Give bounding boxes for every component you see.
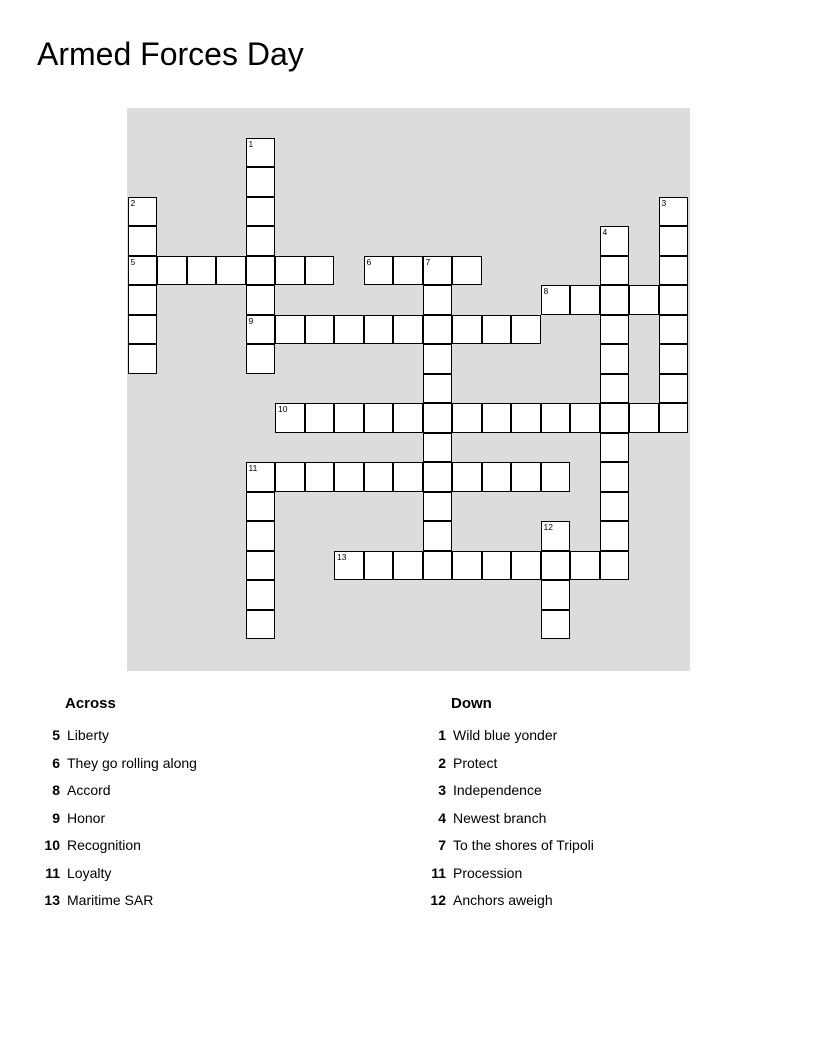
crossword-grid xyxy=(127,108,690,671)
grid-cell[interactable] xyxy=(423,492,453,522)
grid-cell[interactable] xyxy=(305,462,335,492)
grid-cell[interactable] xyxy=(511,403,541,433)
grid-cell[interactable] xyxy=(541,580,571,610)
clue-text: Accord xyxy=(67,782,111,798)
clue-number-label: 10 xyxy=(44,837,60,853)
grid-cell[interactable] xyxy=(423,521,453,551)
grid-cell[interactable] xyxy=(393,315,423,345)
grid-cell[interactable] xyxy=(423,433,453,463)
grid-cell[interactable] xyxy=(511,551,541,581)
grid-cell[interactable] xyxy=(246,492,276,522)
grid-cell[interactable] xyxy=(364,462,394,492)
clue-text: Wild blue yonder xyxy=(453,727,558,743)
grid-cell[interactable] xyxy=(364,315,394,345)
clue-text: Maritime SAR xyxy=(67,892,154,908)
grid-cell[interactable] xyxy=(659,197,689,227)
clue-number: 13 xyxy=(337,551,347,562)
clue-number-label: 12 xyxy=(430,892,446,908)
clue-number-label: 11 xyxy=(45,864,60,881)
grid-cell[interactable] xyxy=(600,403,630,433)
across-clue xyxy=(30,863,390,883)
grid-cell[interactable] xyxy=(600,433,630,463)
clue-text: Liberty xyxy=(67,727,110,743)
grid-cell[interactable] xyxy=(334,551,364,581)
across-clue xyxy=(30,890,390,910)
grid-cell[interactable] xyxy=(305,403,335,433)
grid-cell[interactable] xyxy=(541,610,571,640)
grid-cell[interactable] xyxy=(275,315,305,345)
grid-cell[interactable] xyxy=(128,256,158,286)
grid-cell[interactable] xyxy=(600,256,630,286)
down-clue xyxy=(416,835,776,855)
grid-cell[interactable] xyxy=(600,285,630,315)
grid-cell[interactable] xyxy=(128,226,158,256)
clue-number-label: 4 xyxy=(438,809,446,826)
grid-cell[interactable] xyxy=(482,403,512,433)
clue-text: Anchors aweigh xyxy=(453,892,553,908)
grid-cell[interactable] xyxy=(452,462,482,492)
grid-cell[interactable] xyxy=(187,256,217,286)
grid-cell[interactable] xyxy=(423,285,453,315)
clue-number-label: 6 xyxy=(52,754,60,771)
grid-cell[interactable] xyxy=(246,580,276,610)
clue-number: 6 xyxy=(366,256,372,267)
grid-cell[interactable] xyxy=(423,256,453,286)
clue-number-label: 9 xyxy=(52,809,60,826)
grid-cell[interactable] xyxy=(246,138,276,168)
grid-cell[interactable] xyxy=(305,256,335,286)
grid-cell[interactable] xyxy=(482,315,512,345)
grid-cell[interactable] xyxy=(600,492,630,522)
clue-number-label: 1 xyxy=(438,727,446,743)
across-clue xyxy=(30,808,390,828)
grid-cell[interactable] xyxy=(452,551,482,581)
grid-cell[interactable] xyxy=(423,551,453,581)
clue-text: Newest branch xyxy=(453,809,547,826)
across-clue xyxy=(30,725,390,745)
grid-cell[interactable] xyxy=(570,403,600,433)
grid-cell[interactable] xyxy=(393,256,423,286)
clue-text: Protect xyxy=(453,754,498,771)
grid-cell[interactable] xyxy=(246,610,276,640)
grid-cell[interactable] xyxy=(216,256,246,286)
grid-cell[interactable] xyxy=(423,462,453,492)
grid-cell[interactable] xyxy=(541,403,571,433)
clue-number: 7 xyxy=(425,256,431,267)
grid-cell[interactable] xyxy=(305,315,335,345)
clue-number-label: 5 xyxy=(52,727,60,743)
across-clue xyxy=(30,780,390,800)
clue-number: 9 xyxy=(248,315,254,326)
grid-cell[interactable] xyxy=(128,197,158,227)
grid-cell[interactable] xyxy=(423,344,453,374)
grid-cell[interactable] xyxy=(423,315,453,345)
clue-number-label: 7 xyxy=(438,837,446,853)
clue-number: 4 xyxy=(602,227,608,237)
clue-number-label: 11 xyxy=(431,864,446,881)
clue-number: 1 xyxy=(248,138,254,149)
grid-cell[interactable] xyxy=(157,256,187,286)
down-clue xyxy=(416,725,776,745)
clue-number: 2 xyxy=(130,197,136,208)
clue-number-label: 8 xyxy=(52,782,60,798)
clue-number-label: 13 xyxy=(44,892,60,908)
grid-cell[interactable] xyxy=(275,256,305,286)
grid-cell[interactable] xyxy=(393,462,423,492)
grid-cell[interactable] xyxy=(600,344,630,374)
clue-number: 5 xyxy=(130,256,136,267)
clue-text: Honor xyxy=(67,809,106,826)
clue-number: 10 xyxy=(278,404,288,414)
grid-cell[interactable] xyxy=(541,521,571,551)
grid-cell[interactable] xyxy=(364,551,394,581)
grid-cell[interactable] xyxy=(511,315,541,345)
clue-number: 11 xyxy=(248,463,258,473)
down-clue xyxy=(416,808,776,828)
grid-cell[interactable] xyxy=(246,256,276,286)
grid-cell[interactable] xyxy=(423,403,453,433)
down-clue xyxy=(416,890,776,910)
across-heading: Across xyxy=(65,695,116,712)
grid-cell[interactable] xyxy=(364,403,394,433)
clue-number-label: 3 xyxy=(438,782,446,798)
grid-cell[interactable] xyxy=(541,462,571,492)
grid-cell[interactable] xyxy=(541,285,571,315)
grid-cell[interactable] xyxy=(275,403,305,433)
grid-cell[interactable] xyxy=(482,551,512,581)
grid-cell[interactable] xyxy=(659,226,689,256)
grid-cell[interactable] xyxy=(570,551,600,581)
grid-cell[interactable] xyxy=(393,403,423,433)
grid-cell[interactable] xyxy=(659,344,689,374)
down-clue xyxy=(416,863,776,883)
grid-cell[interactable] xyxy=(246,167,276,197)
clue-text: Loyalty xyxy=(67,864,112,881)
grid-cell[interactable] xyxy=(570,285,600,315)
grid-cell[interactable] xyxy=(541,551,571,581)
clue-number-label: 2 xyxy=(438,754,446,771)
grid-cell[interactable] xyxy=(246,462,276,492)
grid-cell[interactable] xyxy=(128,344,158,374)
grid-cell[interactable] xyxy=(246,344,276,374)
grid-cell[interactable] xyxy=(511,462,541,492)
grid-cell[interactable] xyxy=(482,462,512,492)
down-clue xyxy=(416,780,776,800)
across-clue xyxy=(30,835,390,855)
grid-cell[interactable] xyxy=(600,374,630,404)
grid-cell[interactable] xyxy=(334,403,364,433)
grid-cell[interactable] xyxy=(600,226,630,256)
grid-cell[interactable] xyxy=(246,521,276,551)
grid-cell[interactable] xyxy=(629,403,659,433)
grid-cell[interactable] xyxy=(246,285,276,315)
clue-text: Independence xyxy=(453,782,542,798)
down-clue xyxy=(416,753,776,773)
grid-cell[interactable] xyxy=(659,256,689,286)
clue-text: Recognition xyxy=(67,837,141,853)
clue-number: 8 xyxy=(543,286,549,296)
grid-cell[interactable] xyxy=(423,374,453,404)
grid-cell[interactable] xyxy=(128,315,158,345)
clue-number: 3 xyxy=(661,197,667,208)
grid-cell[interactable] xyxy=(246,226,276,256)
grid-cell[interactable] xyxy=(629,285,659,315)
clue-text: Procession xyxy=(453,864,523,881)
grid-cell[interactable] xyxy=(452,315,482,345)
grid-cell[interactable] xyxy=(659,315,689,345)
clue-number: 12 xyxy=(543,522,553,532)
grid-cell[interactable] xyxy=(600,521,630,551)
grid-cell[interactable] xyxy=(659,374,689,404)
grid-cell[interactable] xyxy=(364,256,394,286)
grid-cell[interactable] xyxy=(334,315,364,345)
page-title: Armed Forces Day xyxy=(37,36,304,72)
grid-cell[interactable] xyxy=(128,285,158,315)
across-clue xyxy=(30,753,390,773)
clue-text: To the shores of Tripoli xyxy=(453,837,594,853)
grid-cell[interactable] xyxy=(275,462,305,492)
grid-cell[interactable] xyxy=(659,285,689,315)
grid-cell[interactable] xyxy=(600,462,630,492)
grid-cell[interactable] xyxy=(659,403,689,433)
grid-cell[interactable] xyxy=(334,462,364,492)
grid-cell[interactable] xyxy=(393,551,423,581)
grid-cell[interactable] xyxy=(452,403,482,433)
down-heading: Down xyxy=(451,695,492,712)
grid-cell[interactable] xyxy=(600,551,630,581)
grid-cell[interactable] xyxy=(452,256,482,286)
grid-cell[interactable] xyxy=(246,315,276,345)
grid-cell[interactable] xyxy=(246,551,276,581)
grid-cell[interactable] xyxy=(600,315,630,345)
grid-cell[interactable] xyxy=(246,197,276,227)
clue-text: They go rolling along xyxy=(67,754,197,771)
